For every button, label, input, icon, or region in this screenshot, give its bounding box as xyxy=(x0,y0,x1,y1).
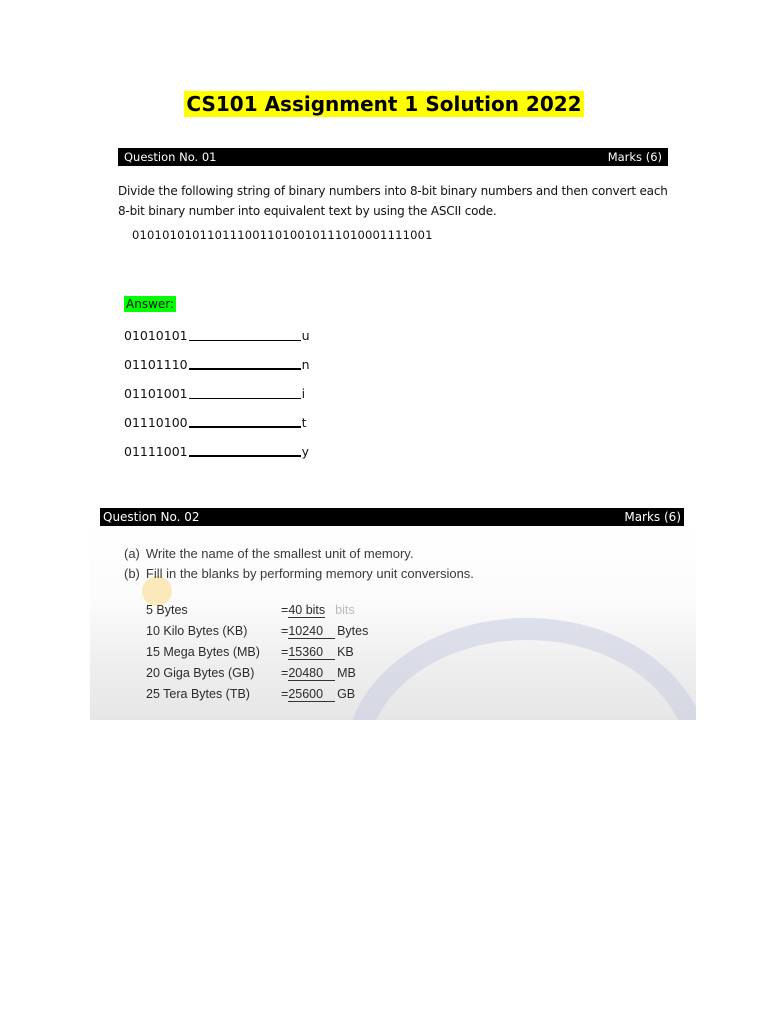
part-b-text: Fill in the blanks by performing memory unit conversions. xyxy=(145,566,474,581)
watermark-arc xyxy=(345,618,696,720)
conversion-eq: = xyxy=(281,623,289,638)
conversion-unit: Bytes xyxy=(337,623,369,638)
answer-char: u xyxy=(301,328,310,343)
question-2-label: Question No. 02 xyxy=(103,510,200,524)
conversion-rhs xyxy=(281,687,355,702)
conversion-value: 15360 xyxy=(288,645,335,660)
answer-row xyxy=(124,356,310,372)
part-a-text: Write the name of the smallest unit of memory. xyxy=(145,546,414,561)
conversion-lhs: 20 Giga Bytes (GB) xyxy=(146,666,255,680)
part-b xyxy=(124,564,474,584)
conversion-lhs: 25 Tera Bytes (TB) xyxy=(146,687,250,701)
answer-binary: 01111001 xyxy=(124,444,188,459)
answer-char: t xyxy=(301,415,307,430)
conversion-lhs: 10 Kilo Bytes (KB) xyxy=(146,624,248,638)
conversion-eq: = xyxy=(281,644,289,659)
part-a xyxy=(124,544,474,564)
question-1-label: Question No. 01 xyxy=(124,150,217,164)
answer-blank-line xyxy=(189,367,301,370)
answer-blank-line xyxy=(189,454,301,457)
question-1-marks: Marks (6) xyxy=(607,150,662,164)
conversion-value: 25600 xyxy=(288,687,335,702)
part-a-label: (a) xyxy=(124,546,140,561)
conversion-value: 10240 xyxy=(288,624,335,639)
question-2-header xyxy=(100,508,684,526)
conversion-lhs: 15 Mega Bytes (MB) xyxy=(146,645,260,659)
question-2-screenshot xyxy=(90,526,696,720)
answer-row xyxy=(124,327,310,343)
conversion-row xyxy=(146,601,355,619)
conversion-eq: = xyxy=(281,665,289,680)
question-1-instruction: Divide the following string of binary numbers into 8-bit binary numbers and then convert each 8-bit binary number into equivalent text by using the ASCII code. xyxy=(118,184,668,218)
title-text: CS101 Assignment 1 Solution 2022 xyxy=(186,92,582,116)
conversion-row xyxy=(146,622,368,640)
answer-char: i xyxy=(301,386,306,401)
answer-row xyxy=(124,414,307,430)
answer-blank-line xyxy=(189,397,301,399)
conversion-eq: = xyxy=(281,602,289,617)
answer-row xyxy=(124,443,309,459)
document-title xyxy=(0,92,768,116)
answer-char: n xyxy=(301,357,310,372)
answer-char: y xyxy=(301,444,310,459)
conversion-value: 20480 xyxy=(288,666,335,681)
conversion-unit: KB xyxy=(337,644,354,659)
answer-label: Answer: xyxy=(126,297,175,311)
binary-string: 0101010101101110011010010111010001111001 xyxy=(132,228,433,242)
conversion-rhs xyxy=(281,624,368,639)
answer-binary: 01101001 xyxy=(124,386,188,401)
conversion-rhs xyxy=(281,645,354,660)
conversion-value: 40 bits xyxy=(288,602,326,617)
conversion-unit: MB xyxy=(337,665,356,680)
conversion-eq: = xyxy=(281,686,289,701)
answer-blank-line xyxy=(189,339,301,341)
conversion-unit: bits xyxy=(335,602,355,617)
answer-binary: 01110100 xyxy=(124,415,188,430)
question-2-marks: Marks (6) xyxy=(624,510,681,524)
conversion-row xyxy=(146,685,355,703)
conversion-rhs xyxy=(281,603,355,618)
conversion-unit: GB xyxy=(337,686,356,701)
conversion-rhs xyxy=(281,666,356,681)
question-2-parts xyxy=(124,544,474,584)
conversion-lhs: 5 Bytes xyxy=(146,603,188,617)
conversion-row xyxy=(146,643,354,661)
conversion-row xyxy=(146,664,356,682)
question-1-header xyxy=(118,148,668,166)
answer-blank-line xyxy=(189,425,301,428)
answer-row xyxy=(124,385,305,401)
part-b-label: (b) xyxy=(124,566,140,581)
answer-binary: 01010101 xyxy=(124,328,188,343)
answer-binary: 01101110 xyxy=(124,357,188,372)
